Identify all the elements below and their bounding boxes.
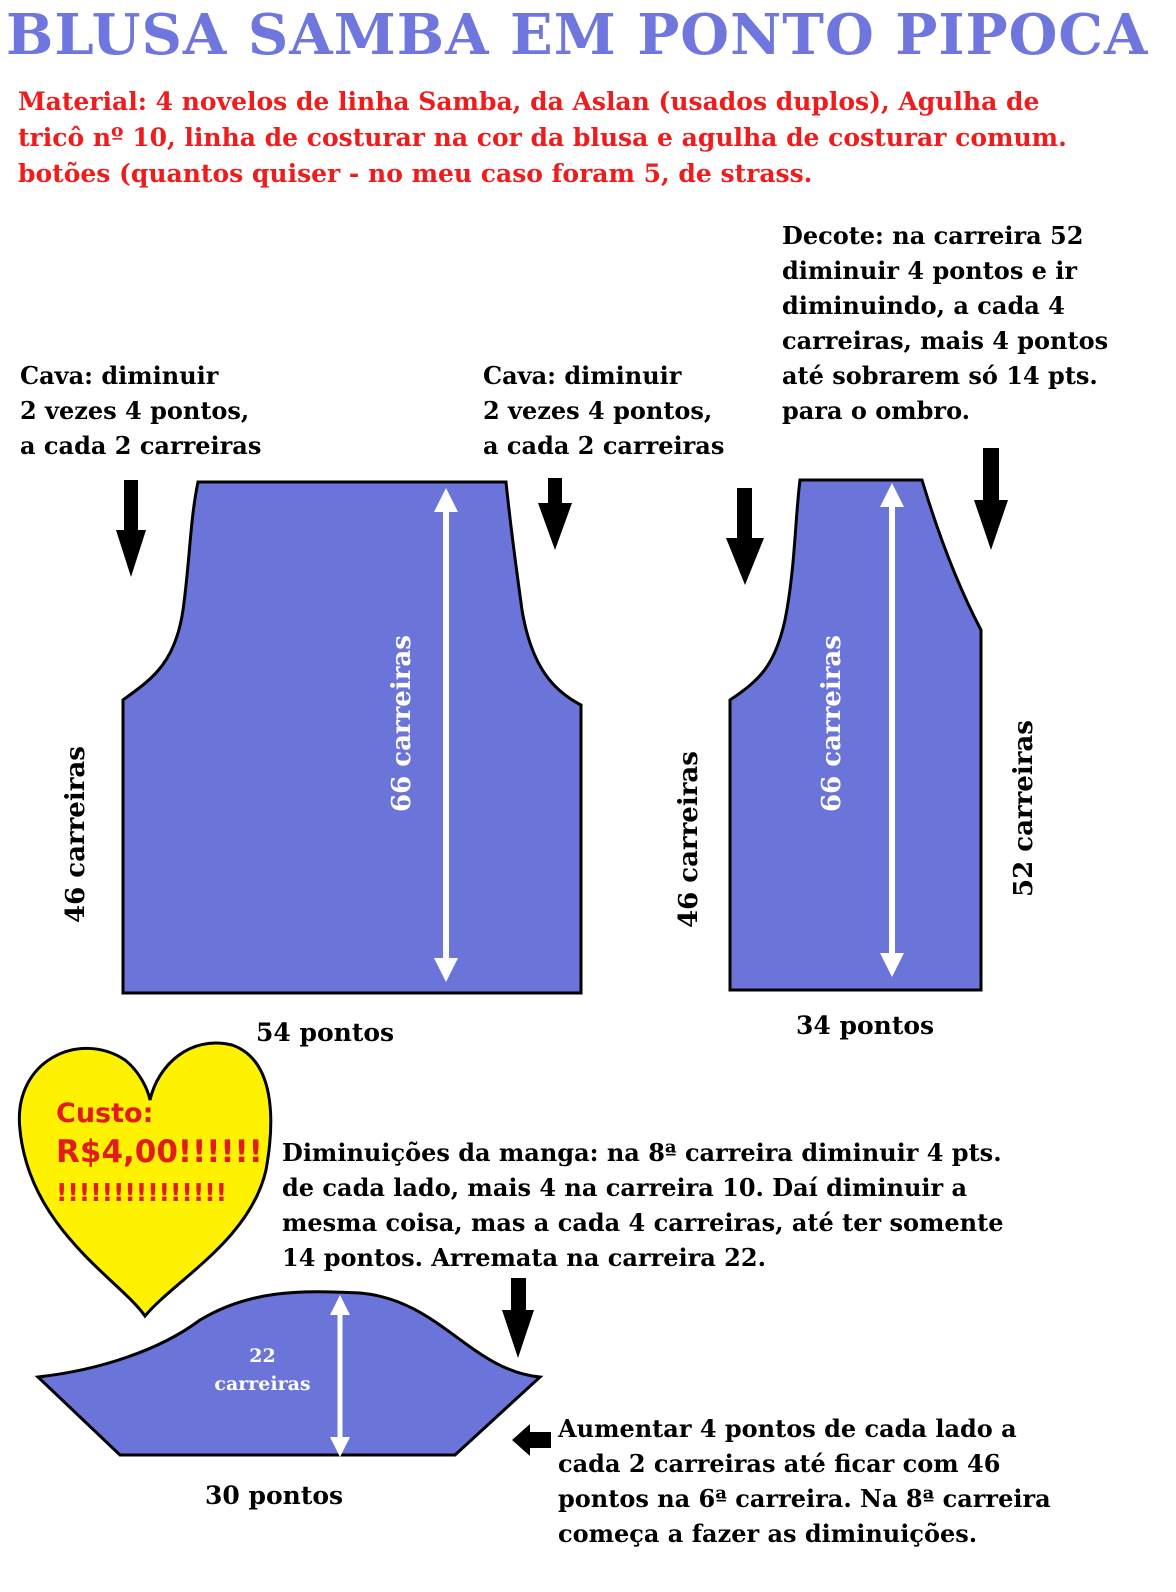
front-width-label: 34 pontos	[796, 1011, 935, 1040]
note-line: começa a fazer as diminuições.	[558, 1519, 978, 1548]
arrow-cava-left-icon	[116, 480, 146, 577]
cost-exclaim: !!!!!!!!!!!!!!!	[56, 1178, 228, 1207]
sleeve-width-label: 30 pontos	[205, 1481, 344, 1510]
note-line: 14 pontos. Arremata na carreira 22.	[282, 1243, 766, 1272]
note-line: Cava: diminuir	[483, 361, 682, 390]
front-side-height-label: 46 carreiras	[674, 751, 704, 928]
sleeve-decrease-note	[282, 1135, 1003, 1275]
cost-label: Custo:	[56, 1098, 154, 1129]
note-line: cada 2 carreiras até ficar com 46	[558, 1449, 1001, 1478]
arrow-cava-right-icon	[538, 478, 572, 550]
note-line: carreiras, mais 4 pontos	[782, 326, 1109, 355]
cost-value: R$4,00!!!!!!	[56, 1134, 263, 1170]
note-line: para o ombro.	[782, 396, 971, 425]
note-line: pontos na 6ª carreira. Na 8ª carreira	[558, 1484, 1051, 1513]
back-piece	[123, 482, 581, 993]
arrow-decote-icon	[974, 448, 1008, 550]
note-line: 2 vezes 4 pontos,	[20, 396, 250, 425]
front-decote-note	[782, 218, 1108, 428]
note-line: Aumentar 4 pontos de cada lado a	[558, 1414, 1017, 1443]
arrow-sleeve-increase-icon	[512, 1424, 551, 1456]
note-line: Decote: na carreira 52	[782, 221, 1084, 250]
back-width-label: 54 pontos	[256, 1018, 395, 1047]
material-line: Material: 4 novelos de linha Samba, da Aslan (usados duplos), Agulha de	[18, 87, 1040, 116]
front-piece	[730, 480, 981, 990]
back-side-height-label: 46 carreiras	[61, 746, 91, 923]
front-total-height-label: 66 carreiras	[817, 635, 847, 812]
note-line: Cava: diminuir	[20, 361, 219, 390]
page-title: BLUSA SAMBA EM PONTO PIPOCA	[6, 2, 1149, 68]
back-cava-left-note	[20, 358, 261, 463]
material-line: tricô nº 10, linha de costurar na cor da blusa e agulha de costurar comum.	[18, 123, 1067, 152]
arrow-sleeve-decrease-icon	[502, 1278, 534, 1358]
note-line: mesma coisa, mas a cada 4 carreiras, até ter somente	[282, 1208, 1004, 1237]
note-line: a cada 2 carreiras	[483, 431, 725, 460]
note-line: diminuir 4 pontos e ir	[782, 256, 1078, 285]
front-neck-height-label: 52 carreiras	[1009, 720, 1039, 897]
note-line: 2 vezes 4 pontos,	[483, 396, 713, 425]
note-line: Diminuições da manga: na 8ª carreira diminuir 4 pts.	[282, 1138, 1002, 1167]
label-line: 22	[249, 1345, 276, 1367]
arrow-front-cava-icon	[726, 488, 764, 585]
material-text	[18, 84, 1067, 192]
note-line: de cada lado, mais 4 na carreira 10. Daí diminuir a	[282, 1173, 968, 1202]
sleeve-increase-note	[558, 1411, 1051, 1551]
back-cava-right-note	[483, 358, 724, 463]
sleeve-height-label	[210, 1342, 315, 1398]
back-total-height-label: 66 carreiras	[387, 635, 417, 812]
note-line: a cada 2 carreiras	[20, 431, 262, 460]
note-line: diminuindo, a cada 4	[782, 291, 1065, 320]
material-line: botões (quantos quiser - no meu caso foram 5, de strass.	[18, 159, 813, 188]
label-line: carreiras	[214, 1373, 311, 1395]
note-line: até sobrarem só 14 pts.	[782, 361, 1098, 390]
